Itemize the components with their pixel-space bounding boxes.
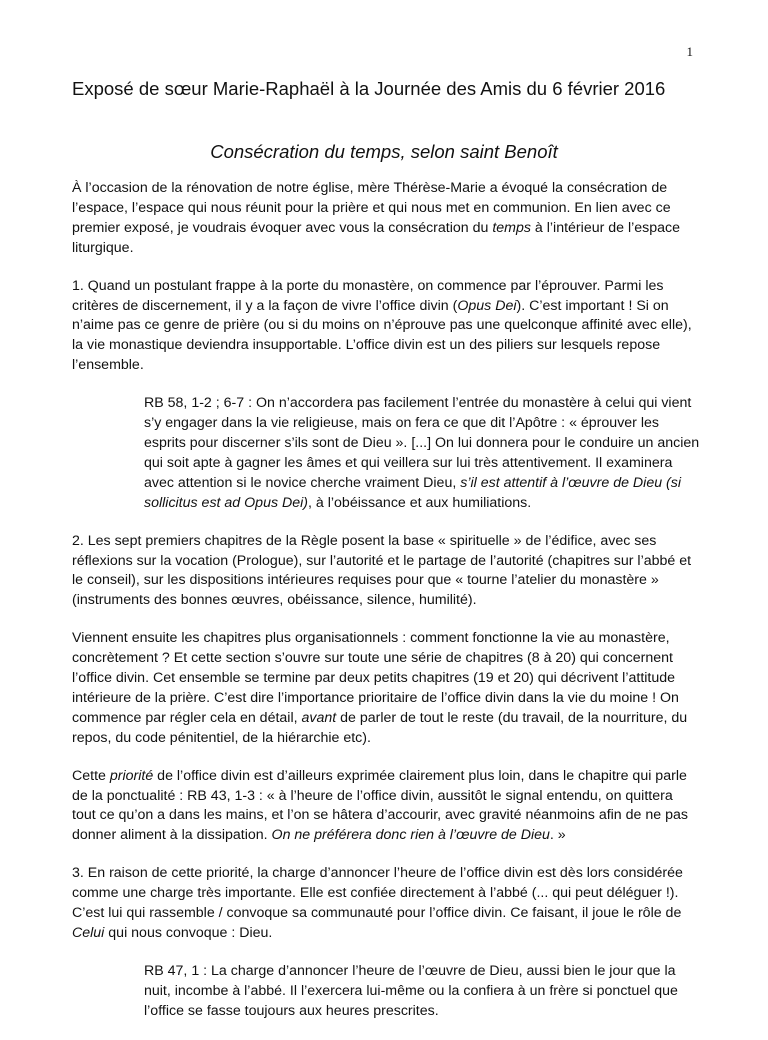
- paragraph-1: [72, 277, 700, 377]
- text: RB 58, 1-2 ; 6-7 : On n’accordera pas facilement l’entrée du monastère à celui qui vient s’y engager dans la vie religieuse, mais on fera ce que dit l’Apôtre : « éprouver les esprits pour discerner s’ils sont de Dieu ». [...] On lui donnera pour le conduire un ancien qui soit apte à gagner les âmes et qui veillera sur lui très attentivement. Il examinera avec attention si le novice cherche vraiment Dieu,: [144, 395, 700, 491]
- emphasis: temps: [492, 219, 531, 236]
- emphasis: On ne préférera donc rien à l’œuvre de Dieu: [271, 827, 550, 844]
- document-subtitle: Consécration du temps, selon saint Benoît: [210, 141, 558, 162]
- document-title: Exposé de sœur Marie-Raphaël à la Journée des Amis du 6 février 2016: [72, 78, 666, 99]
- paragraph-5: [72, 864, 700, 944]
- text: Cette: [72, 767, 110, 784]
- emphasis: priorité: [109, 767, 154, 784]
- text: 3. En raison de cette priorité, la charge d’annoncer l’heure de l’office divin est dès lors considérée comme une charge très importante. Elle est confiée directement à l’abbé (... qui peut déléguer !). C’est lui qui rassemble / convoque sa communauté pour l’office divin. Ce faisant, il joue le rôle de: [72, 865, 683, 922]
- text: qui nous convoque : Dieu.: [104, 925, 273, 941]
- text: , à l’obéissance et aux humiliations.: [308, 494, 532, 511]
- text: . »: [549, 827, 566, 844]
- paragraph-3: [72, 629, 700, 748]
- paragraph-4: [72, 767, 700, 847]
- text: de parler de tout le reste (du travail, de la nourriture, du repos, du code pénitentiel, de la hiérarchie etc).: [72, 709, 688, 746]
- emphasis: avant: [301, 709, 337, 726]
- document-body: [72, 179, 700, 1040]
- emphasis: s’il est attentif à l’œuvre de Dieu (si sollicitus est ad Opus Dei): [144, 474, 682, 511]
- text: ). C’est important ! Si on n’aime pas ce genre de prière (ou si du moins on n’éprouve pas une quelconque affinité avec elle), la vie monastique deviendra insupportable. L’office divin est un des piliers sur lesquels repose l’ensemble.: [72, 297, 692, 374]
- text: Viennent ensuite les chapitres plus organisationnels : comment fonctionne la vie au monastère, concrètement ? Et cette section s’ouvre sur toute une série de chapitres (8 à 20) qui concernent l’office divin. Cet ensemble se termine par deux petits chapitres (19 et 20) qui décrivent l’attitude intérieure de la prière. C’est dire l’importance prioritaire de l’office divin dans la vie du moine ! On commence par régler cela en détail,: [72, 630, 679, 726]
- text: à l’intérieur de l’espace liturgique.: [72, 219, 681, 256]
- paragraph-intro: [72, 179, 700, 259]
- paragraph-2: 2. Les sept premiers chapitres de la Règle posent la base « spirituelle » de l’édifice, avec ses réflexions sur la vocation (Prologue), sur l’autorité et le partage de l’autorité (chapitres sur l’abbé et le conseil), sur les dispositions intérieures requises pour que « tourne l’atelier du monastère » (instruments des bonnes œuvres, obéissance, silence, humilité).: [72, 532, 692, 609]
- text: 1. Quand un postulant frappe à la porte du monastère, on commence par l’éprouver. Parmi les critères de discernement, il y a la façon de vivre l’office divin (: [72, 277, 664, 314]
- emphasis: Opus Dei: [457, 297, 517, 314]
- quote-rb-47: RB 47, 1 : La charge d’annoncer l’heure de l’œuvre de Dieu, aussi bien le jour que la nuit, incombe à l’abbé. Il l’exercera lui-même ou la confiera à un frère si ponctuel que l’office se fasse toujours aux heures prescrites.: [144, 962, 678, 1019]
- text: À l’occasion de la rénovation de notre église, mère Thérèse-Marie a évoqué la consécration de l’espace, l’espace qui nous réunit pour la prière et qui nous met en communion. En lien avec ce premier exposé, je voudrais évoquer avec vous la consécration du: [72, 180, 671, 236]
- text: de l’office divin est d’ailleurs exprimée clairement plus loin, dans le chapitre qui parle de la ponctualité : RB 43, 1-3 : « à l’heure de l’office divin, aussitôt le signal entendu, on quittera tout ce qu’on a dans les mains, et l’on se hâtera d’accourir, avec gravité néanmoins afin de ne pas donner aliment à la dissipation.: [72, 767, 688, 844]
- emphasis: Celui: [72, 925, 105, 941]
- quote-rb-58: [144, 394, 700, 513]
- page-number: 1: [686, 44, 693, 59]
